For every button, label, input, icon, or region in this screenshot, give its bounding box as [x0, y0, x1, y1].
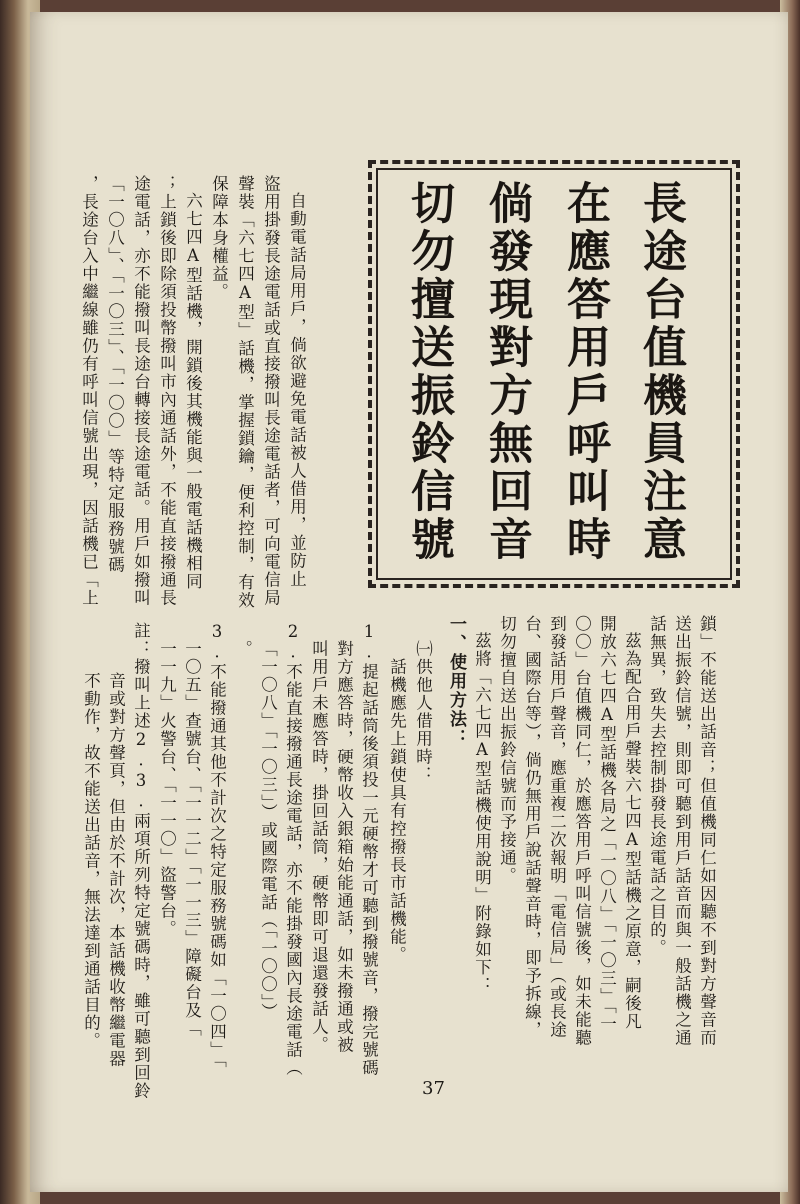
cont-line-5: 開放六七四A型話機各局之「一〇八」「一〇三」「一 [597, 615, 617, 1033]
cont-line-10: 茲將「六七四A型話機使用說明」附錄如下： [472, 632, 492, 995]
cont-line-8: 台、國際台等），倘仍無用戶說話聲音時，即予拆線， [522, 615, 542, 1039]
intro-line-9: ，長途台入中繼線雖仍有呼叫信號出現，因話機已「上 [79, 175, 99, 607]
cont-line-7: 到發話用戶聲音，應重複二次報明「電信局」（或長途 [547, 615, 567, 1039]
section-one-heading: 一、使用方法： [446, 615, 466, 748]
cont-line-3: 話無異，致失去控制掛發長途電話之目的。 [647, 615, 667, 957]
cont-line-6: 〇〇」台值機同仁，於應答用戶呼叫信號後，如未能聽 [572, 615, 592, 1047]
section-one-subheading: ㈠供他人借用時： [413, 640, 433, 784]
intro-line-5: 六七四A型話機，開鎖後其機能與一般電話機相同 [183, 192, 203, 591]
note-line-1: 註：撥叫上述2.3.兩項所列特定號碼時，雖可聽到回鈴 [131, 622, 151, 1100]
cont-line-4: 茲為配合用戶聲裝六七四A型話機之原意，嗣後凡 [622, 632, 642, 1031]
item2-line-2: 「一〇八」「一〇三」）或國際電話（「一〇〇」） [258, 640, 278, 1021]
cont-line-9: 切勿擅自送出振鈴信號而予接通。 [497, 615, 517, 885]
section-one-lead: 話機應先上鎖使具有控撥長市話機能。 [387, 658, 407, 964]
item3-line-1: 3.不能撥通其他不計次之特定服務號碼如「一〇四」「 [207, 622, 227, 1069]
intro-line-3: 聲裝「六七四A型」話機，掌握鎖鑰，便利控制，有效 [235, 175, 255, 610]
book-page [30, 12, 788, 1192]
notice-line-1: 長途台值機員注意 [635, 180, 686, 564]
note-line-2: 音或對方聲頁，但由於不計次，本話機收幣繼電器 [106, 672, 126, 1068]
intro-line-4: 保障本身權益。 [209, 175, 229, 301]
item1-line-2: 對方應答時，硬幣收入銀箱始能通話，如未撥通或被 [334, 640, 354, 1054]
intro-line-1: 自動電話局用戶，倘欲避免電話被人借用，並防止 [287, 192, 307, 588]
intro-line-6: ；上鎖後即除須投幣撥叫市內通話外，不能直接撥通長 [157, 175, 177, 607]
page-number: 37 [422, 1078, 445, 1099]
note-line-3: 不動作，故不能送出話音，無法達到通話目的。 [81, 672, 101, 1050]
intro-line-2: 盜用掛發長途電話或直接撥叫長途電話者，可向電信局 [261, 175, 281, 607]
item3-line-3: 一一九」火警台、「一一〇」盜警台。 [157, 640, 177, 938]
notice-line-2: 在應答用戶呼叫時 [559, 180, 610, 564]
cont-line-2: 送出振鈴信號，則即可聽到用戶話音而與一般話機之通 [672, 615, 692, 1047]
intro-line-7: 途電話，亦不能撥叫長途台轉接長途電話。用戶如撥叫 [131, 175, 151, 607]
item1-line-1: 1.提起話筒後須投一元硬幣才可聽到撥號音，撥完號碼 [359, 622, 379, 1077]
cont-line-1: 鎖」不能送出話音；但值機同仁如因聽不到對方聲音而 [697, 615, 717, 1047]
notice-line-3: 倘發現對方無回音 [481, 180, 532, 564]
item3-line-2: 一〇五」查號台、「一一二」「一一三」障礙台及「 [182, 640, 202, 1038]
notice-line-4: 切勿擅送振鈴信號 [403, 180, 454, 564]
item1-line-3: 叫用戶未應答時，掛回話筒，硬幣即可退還發話人。 [309, 640, 329, 1054]
item2-line-3: 。 [233, 640, 253, 658]
intro-line-8: 「一〇八」、「一〇三」、「一〇〇」等特定服務號碼 [105, 175, 125, 574]
item2-line-1: 2.不能直接撥通長途電話，亦不能掛發國內長途電話（ [283, 622, 303, 1077]
